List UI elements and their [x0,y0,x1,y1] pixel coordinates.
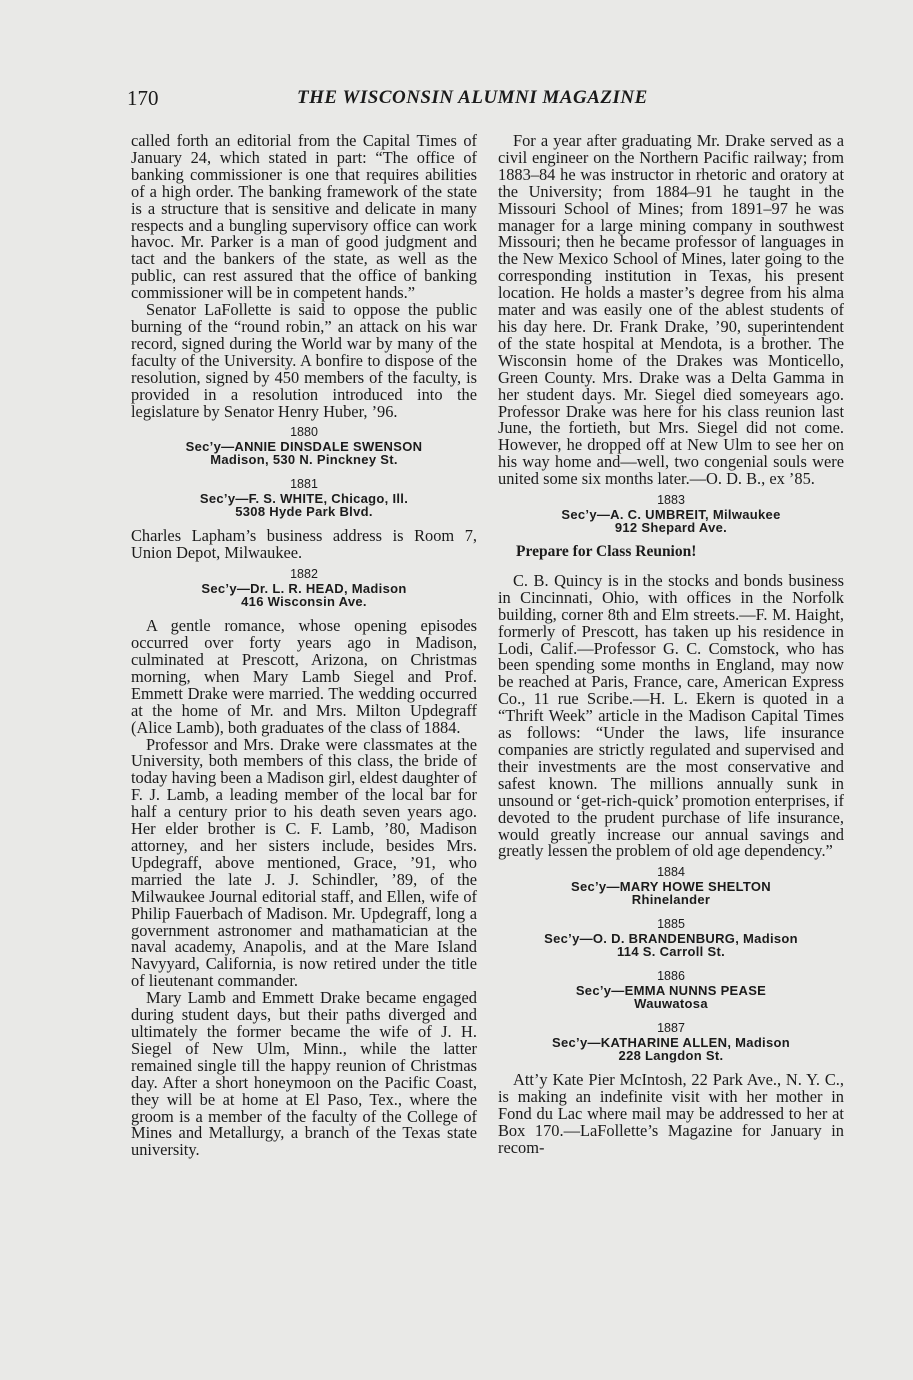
secretary-address: Wauwatosa [634,996,708,1012]
secretary-name: Sec’y—EMMA NUNNS PEASE [575,983,767,999]
secretary-address: 114 S. Carroll St. [616,944,725,960]
class-year: 1886 [657,969,685,984]
class-year: 1882 [290,567,318,582]
page-header [127,86,847,114]
paragraph: Professor and Mrs. Drake were classmates at the University, both members of this class, the bride of today having been a Madison girl, eldest daughter of F. J. Lamb, a leading member of the local bar for half a century prior to his death seven years ago. Her elder brother is C. F. Lamb, ’80, Madison attorney, and her sisters include, besides Mrs. Updegraff, above mentioned, Grace, ’91, who married the late J. J. Schindler, ’89, of the Milwaukee Journal editorial staff, and Ellen, wife of Philip Fauerbach of Madison. Mr. Updegraff, long a government astronomer and mathamatician at the naval academy, Anapolis, and at the Mare Island Navyyard, California, is now retired under the title of lieutenant commander. [131,734,477,991]
secretary-name: Sec’y—F. S. WHITE, Chicago, Ill. [199,491,409,507]
paragraph: Charles Lapham’s business address is Room 7, Union Depot, Milwaukee. [131,526,477,563]
section-subheading: Prepare for Class Reunion! [516,543,697,561]
class-year: 1880 [290,425,318,440]
class-note-1887 [498,1020,844,1062]
paragraph: called forth an editorial from the Capital Times of January 24, which stated in part: “The office of banking commissioner is one that requires abilities of a high order. The banking framework of the state is a structure that is sensitive and delicate in many respects and a bungling supervisory office can work havoc. Mr. Parker is a man of good judgment and tact and the bankers of the state, as well as the public, can rest assured that the office of banking commissioner will be in competent hands.” [131,131,477,303]
secretary-address: 5308 Hyde Park Blvd. [235,504,373,520]
class-note-1885 [498,916,844,958]
secretary-name: Sec’y—MARY HOWE SHELTON [570,879,771,895]
class-note-1882 [131,566,477,608]
class-year: 1884 [657,865,685,880]
class-note-1884 [498,864,844,906]
secretary-name: Sec’y—Dr. L. R. HEAD, Madison [201,581,407,597]
right-column [498,133,844,1157]
paragraph: A gentle romance, whose opening episodes occurred over forty years ago in Madison, culminated at Prescott, Arizona, on Christmas morning, when Mary Lamb Siegel and Prof. Emmett Drake were married. The wedding occurred at the home of Mr. and Mrs. Milton Updegraff (Alice Lamb), both graduates of the class of 1884. [131,616,477,737]
paragraph: C. B. Quincy is in the stocks and bonds business in Cincinnati, Ohio, with offices in the Norfolk building, corner 8th and Elm streets.—F. M. Haight, formerly of Prescott, has taken up his residence in Lodi, Calif.—Professor G. C. Comstock, who has been spending some months in England, may now be reached at Paris, France, care, American Express Co., 11 rue Scribe.—H. L. Ekern is quoted in a “Thrift Week” article in the Madison Capital Times as follows: “Under the laws, life insurance companies are strictly regulated and supervised and their investments are the most conservative and safest known. The millions annually sunk in unsound or ‘get-rich-quick’ promotion enterprises, if devoted to the prudent purchase of life insurance, would greatly increase our annual savings and greatly lessen the problem of old age dependency.” [498,570,844,861]
paragraph: Att’y Kate Pier McIntosh, 22 Park Ave., N. Y. C., is making an indefinite visit with her mother in Fond du Lac where mail may be addressed to her at Box 170.—LaFollette’s Magazine for January in recom- [498,1070,844,1157]
class-year: 1887 [657,1021,685,1036]
secretary-name: Sec’y—ANNIE DINSDALE SWENSON [185,439,423,455]
secretary-name: Sec’y—O. D. BRANDENBURG, Madison [544,931,798,947]
secretary-address: 228 Langdon St. [618,1048,724,1064]
secretary-address: Rhinelander [631,892,711,908]
left-column [131,133,477,1159]
class-note-1886 [498,968,844,1010]
class-year: 1883 [657,493,685,508]
secretary-name: Sec’y—KATHARINE ALLEN, Madison [552,1035,790,1051]
class-year: 1885 [657,917,685,932]
class-note-1883 [498,492,844,534]
paragraph: Mary Lamb and Emmett Drake became engaged during student days, but their paths diverged and ultimately the former became the wife of J. H. Siegel of New Ulm, Minn., while the latter remained single till the happy reunion of Christmas day. After a short honeymoon on the Pacific Coast, they will be at home at El Paso, Tex., where the groom is a member of the faculty of the College of Mines and Metallurgy, a branch of the Texas state university. [131,988,477,1160]
secretary-address: Madison, 530 N. Pinckney St. [210,452,398,468]
class-note-1881 [131,476,477,518]
page-number: 170 [127,86,159,110]
secretary-address: 416 Wisconsin Ave. [241,594,367,610]
class-note-1880 [131,424,477,466]
paragraph: For a year after graduating Mr. Drake served as a civil engineer on the Northern Pacific railway; from 1883–84 he was instructor in rhetoric and oratory at the University; from 1884–91 he taught in the Missouri School of Mines; from 1891–97 he was manager for a large mining company in southwest Missouri; then he became professor of languages in the New Mexico School of Mines, later going to the corresponding institution in Texas, his present location. He holds a master’s degree from his alma mater and was easily one of the ablest students of his day here. Dr. Frank Drake, ’90, superintendent of the state hospital at Mendota, is a brother. The Wisconsin home of the Drakes was Monticello, Green County. Mrs. Drake was a Delta Gamma in her student days. Mr. Siegel died someyears ago. Professor Drake was here for his class reunion last June, the fortieth, but Mrs. Siegel did not come. However, he dropped off at New Ulm to see her on his way home and—well, two congenial souls were united some six months later.—O. D. B., ex ’85. [498,131,844,489]
paragraph: Senator LaFollette is said to oppose the public burning of the “round robin,” an attack on his war record, signed during the World war by many of the faculty of the University. A bonfire to dispose of the resolution, signed by 450 members of the faculty, is provided in a resolution introduced into the legislature by Senator Henry Huber, ’96. [131,300,477,421]
secretary-address: 912 Shepard Ave. [614,520,728,536]
class-year: 1881 [290,477,318,492]
secretary-name: Sec’y—A. C. UMBREIT, Milwaukee [561,507,781,523]
magazine-title: THE WISCONSIN ALUMNI MAGAZINE [297,87,648,108]
